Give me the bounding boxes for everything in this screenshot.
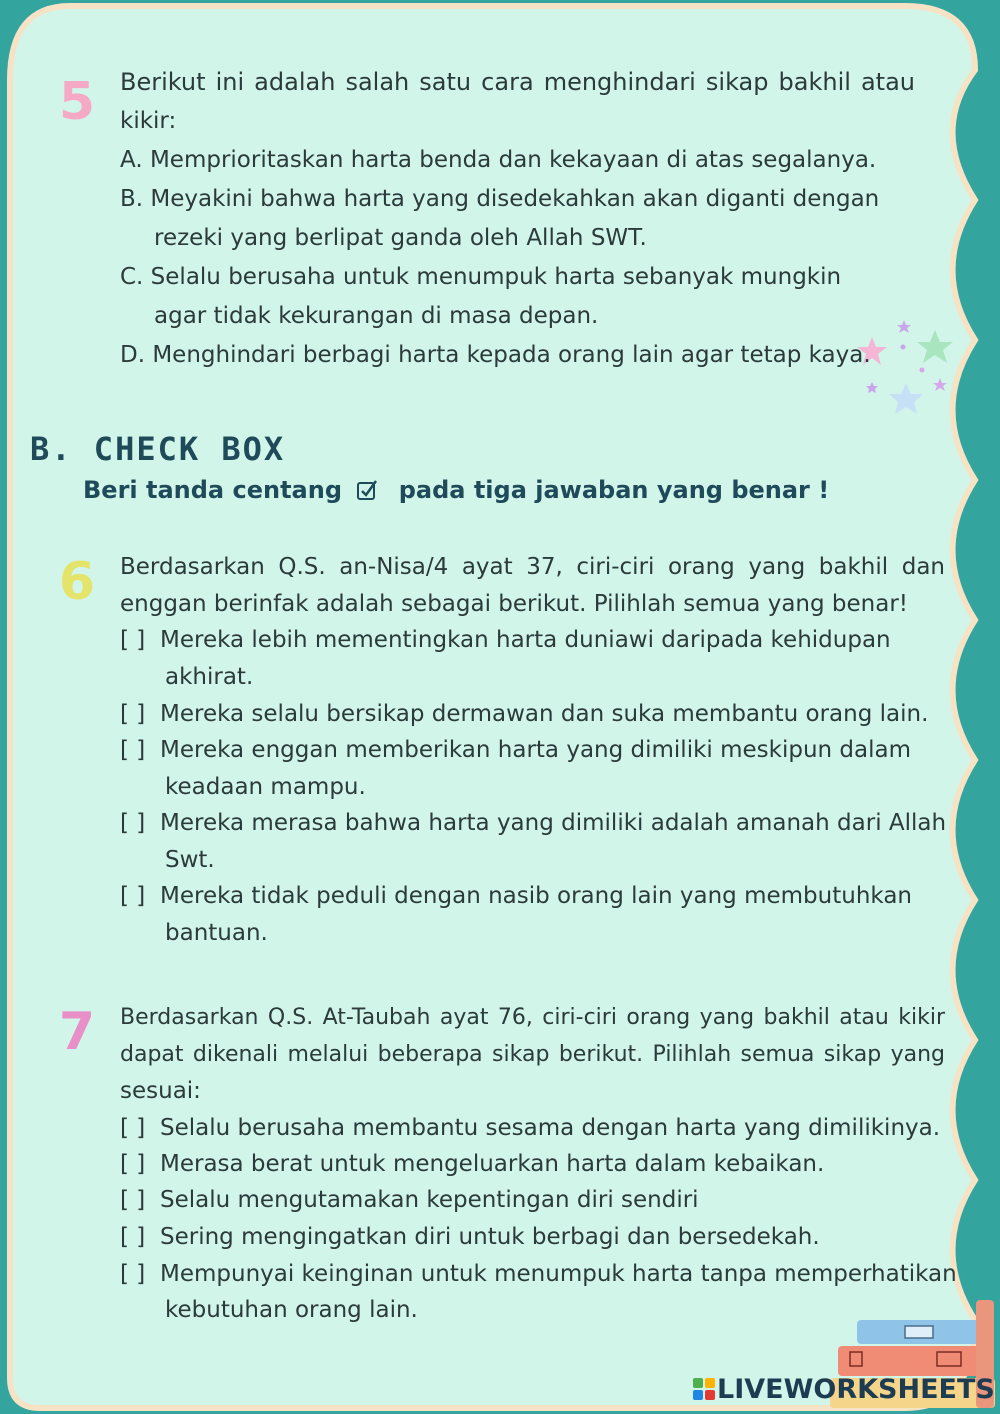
q7-stem-line-1: Berdasarkan Q.S. At-Taubah ayat 76, ciri-ciri orang yang bakhil atau kikir xyxy=(120,1005,945,1030)
checkbox-bracket[interactable]: [ ] xyxy=(120,737,146,763)
checkbox-bracket[interactable]: [ ] xyxy=(120,883,146,909)
section-instruction xyxy=(83,476,829,504)
q5-option-c-cont: agar tidak kekurangan di masa depan. xyxy=(154,303,599,329)
option-text: Mereka tidak peduli dengan nasib orang lain yang membutuhkan xyxy=(160,883,912,909)
instruction-text-before: Beri tanda centang xyxy=(83,476,342,504)
option-text: Merasa berat untuk mengeluarkan harta dalam kebaikan. xyxy=(160,1151,825,1177)
q5-option-c: C. Selalu berusaha untuk menumpuk harta sebanyak mungkin xyxy=(120,264,842,290)
section-heading: B. CHECK BOX xyxy=(30,430,286,468)
option-text: Mereka lebih mementingkan harta duniawi daripada kehidupan xyxy=(160,627,891,653)
checkbox-bracket[interactable]: [ ] xyxy=(120,701,146,727)
checkbox-bracket[interactable]: [ ] xyxy=(120,1115,146,1141)
q7-stem-line-3: sesuai: xyxy=(120,1078,201,1104)
option-text-cont: keadaan mampu. xyxy=(165,774,366,800)
option-text: Mereka enggan memberikan harta yang dimiliki meskipun dalam xyxy=(160,737,912,763)
question-number-6: 6 xyxy=(58,552,96,612)
q6-stem-line-1: Berdasarkan Q.S. an-Nisa/4 ayat 37, ciri-ciri orang yang bakhil dan xyxy=(120,554,945,580)
option-text: Mereka merasa bahwa harta yang dimiliki adalah amanah dari Allah xyxy=(160,810,947,836)
q5-option-a: A. Memprioritaskan harta benda dan kekayaan di atas segalanya. xyxy=(120,147,877,173)
q6-stem-line-2: enggan berinfak adalah sebagai berikut. Pilihlah semua yang benar! xyxy=(120,591,909,617)
checkbox-bracket[interactable]: [ ] xyxy=(120,627,146,653)
option-text: Sering mengingatkan diri untuk berbagi dan bersedekah. xyxy=(160,1224,820,1250)
checkbox-bracket[interactable]: [ ] xyxy=(120,1261,146,1287)
liveworksheets-logo-icon xyxy=(693,1378,715,1400)
option-text: Selalu mengutamakan kepentingan diri sendiri xyxy=(160,1187,699,1213)
option-text: Mereka selalu bersikap dermawan dan suka membantu orang lain. xyxy=(160,701,929,727)
logo-text: LIVEWORKSHEETS xyxy=(717,1374,995,1405)
checkbox-bracket[interactable]: [ ] xyxy=(120,1187,146,1213)
q5-option-d: D. Menghindari berbagi harta kepada orang lain agar tetap kaya. xyxy=(120,342,871,368)
q5-option-b-cont: rezeki yang berlipat ganda oleh Allah SWT. xyxy=(154,225,647,251)
option-text: Mempunyai keinginan untuk menumpuk harta tanpa memperhatikan xyxy=(160,1261,957,1287)
q5-stem-line-2: kikir: xyxy=(120,108,177,134)
option-text-cont: bantuan. xyxy=(165,920,268,946)
liveworksheets-logo[interactable] xyxy=(693,1374,995,1405)
q5-stem-line-1: Berikut ini adalah salah satu cara menghindari sikap bakhil atau xyxy=(120,68,915,96)
q5-option-b: B. Meyakini bahwa harta yang disedekahkan akan diganti dengan xyxy=(120,186,880,212)
checkbox-bracket[interactable]: [ ] xyxy=(120,1151,146,1177)
option-text: Selalu berusaha membantu sesama dengan harta yang dimilikinya. xyxy=(160,1115,941,1141)
checkbox-bracket[interactable]: [ ] xyxy=(120,1224,146,1250)
option-text-cont: akhirat. xyxy=(165,664,254,690)
q7-stem-line-2: dapat dikenali melalui beberapa sikap berikut. Pilihlah semua sikap yang xyxy=(120,1042,945,1067)
question-number-5: 5 xyxy=(58,72,96,132)
checkbox-bracket[interactable]: [ ] xyxy=(120,810,146,836)
instruction-text-after: pada tiga jawaban yang benar ! xyxy=(398,476,830,504)
option-text-cont: Swt. xyxy=(165,847,215,873)
option-text-cont: kebutuhan orang lain. xyxy=(165,1297,418,1323)
checkbox-tick-icon xyxy=(356,479,378,501)
question-number-7: 7 xyxy=(58,1002,96,1062)
